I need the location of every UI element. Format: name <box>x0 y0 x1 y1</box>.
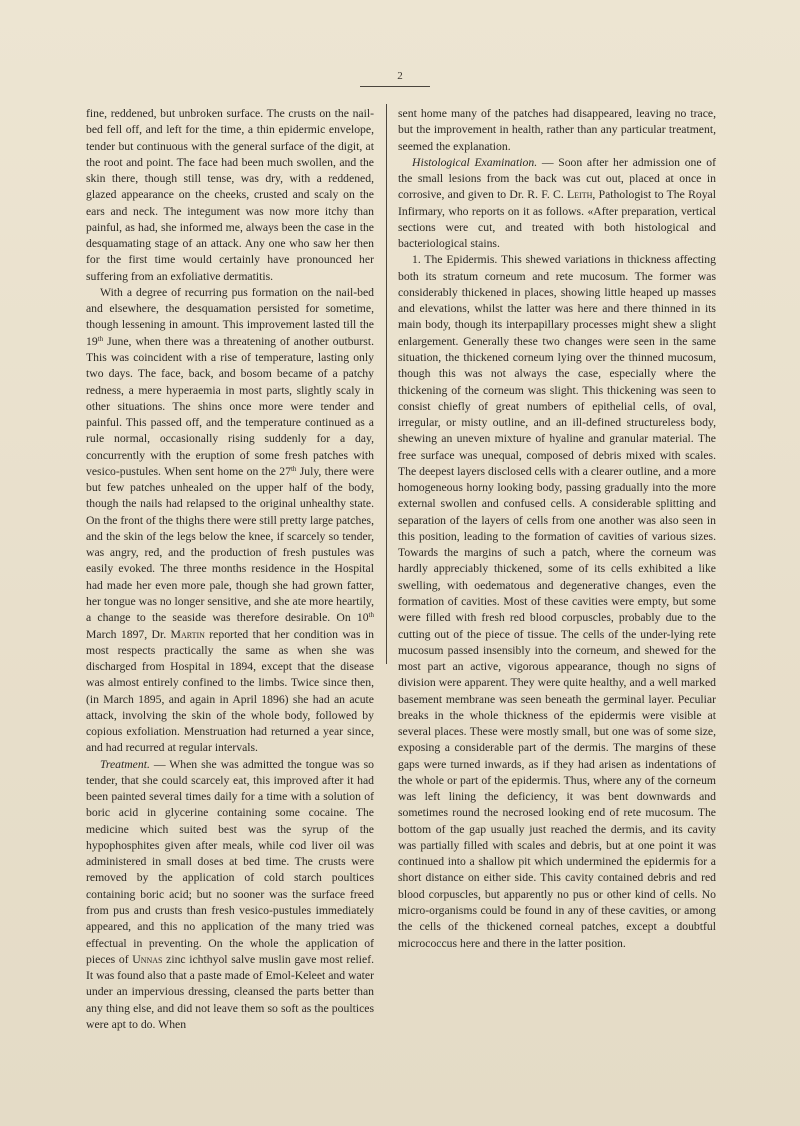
right-column <box>398 106 716 952</box>
person-name: Martin <box>170 627 205 641</box>
text-run: June, when there was a threatening of another outburst. This was coincident with a rise of temperature, lasting only two days. The face, back, and bosom became of a patchy redness, a mere hyperaemia in most parts, slightly scaly in other situations. The shins once more were tender and painful. This passed off, and the temperature continued as a rule normal, occasionally rising suddenly for a day, concurrently with the eruption of some fresh patches with vesico-pustules. When sent home on the 27 <box>86 334 374 478</box>
text-run: July, there were but few patches unhealed on the upper half of the body, though the nails had relapsed to the original unhealthy state. On the front of the thighs there were still pretty large patches, and the skin of the legs below the knee, if scarcely so tender, was angry, red, and the production of fresh pustules was easily evoked. The three months residence in the Hospital had made her even more pale, though she had grown fatter, her tongue was no longer sensitive, and she ate more heartily, a change to the seaside was therefore desirable. On 10 <box>86 464 375 625</box>
column-divider <box>386 104 387 664</box>
text-run: , Pathologist to The Royal Infirmary, who reports on it as follows. «After preparation, vertical sections were cut, and treated with both histological and bacteriological stains. <box>398 188 716 251</box>
page-number: 2 <box>397 70 403 82</box>
paragraph: fine, reddened, but unbroken surface. The crusts on the nail-bed fell off, and left for the time, a thin epidermic envelope, tender but continuous with the general surface of the digit, at the root and point. The face had been much swollen, and the skin there, though still tense, was dry, with a reddened, glazed appearance on the cheeks, crusted and scaly on the ears and neck. The integument was now more itchy than painful, as had, she informed me, always been the case in the desquamating stage of an attack. Any one who saw her then for the first time would certainly have pronounced her suffering from an exfoliative dermatitis. <box>86 107 374 283</box>
text-run: reported that her condition was in most respects practically the same as when she was discharged from Hospital in 1894, except that the disease was almost entirely confined to the limbs. Twice since then, (in March 1895, and again in April 1896) she had an acute attack, involving the skin of the whole body, followed by copious exfoliation. Menstruation had returned a year since, and had recurred at regular intervals. <box>86 627 374 755</box>
person-name: Leith <box>567 188 593 202</box>
paragraph: sent home many of the patches had disappeared, leaving no trace, but the improvement in health, rather than any particular treatment, seemed the explanation. <box>398 107 716 153</box>
paragraph <box>398 155 716 253</box>
paragraph: 1. The Epidermis. This shewed variations in thickness affecting both its stratum corneum and rete mucosum. The former was considerably thickened in places, showing little heaped up masses and elevations, whilst the latter was here and there thinned in its main body, though its interpapillary processes might shew a slight enlargement. Generally these two changes were seen in the same situation, the thickened corneum lying over the thinned mucosum, though this was not always the case, especially where the thickening of the corneum was slight. This thickening was seen to consist chiefly of great numbers of epithelial cells, of oval, irregular, or misty outline, and an ill-defined structureless body, shewing an uneven mixture of hyaline and granular material. The free surface was unequal, composed of debris mixed with scales. The deepest layers disclosed cells with a clearer outline, and a more homogeneous horny looking body, passing gradually into the more external swollen and confused cells. A considerable splitting and separation of the layers of cells from one another was also seen in this position, leading to the formation of cavities of various sizes. Towards the margins of such a patch, where the corneum was hardly appreciably thickened, some of its cells exhibited a like swelling, with oedematous and degenerative changes, even the formation of cavities. Most of these cavities were empty, but some were filled with fresh red blood corpuscles, probably due to the cutting out of the piece of tissue. The cells of the under-lying rete mucosum passed insensibly into the corneum, and shewed for the most part an active, vigorous appearance, though no signs of division were apparent. They were quite healthy, and a well marked basement membrane was seen beneath the germinal layer. Peculiar breaks in the whole thickness of the epidermis were visible at several places. These were mostly small, but one was of some size, exposing a considerable part of the dermis. The margins of these gaps were turned inwards, as if they had arisen as indentations of the whole or part of the epidermis. Thus, where any of the corneum was left lining the deficiency, it was bent downwards and sometimes round the necrosed looking end of rete mucosum. The bottom of the gap usually just reached the dermis, and its cavity was partially filled with scales and debris, but at one point it was continued into a shallow pit which undermined the epidermis for a short distance on either side. This cavity contained debris and red blood corpuscles, but apparently no pus or other kind of cells. No micro-organisms could be found in any of these cavities, or among the cells of the thickened corneal patches, except a doubtful micrococcus here and there in the latter position. <box>398 253 716 950</box>
superscript: th <box>290 464 297 473</box>
superscript: th <box>368 611 374 620</box>
section-heading: Histological Examination. <box>412 155 538 169</box>
text-run: March 1897, Dr. <box>86 627 171 641</box>
section-heading: Treatment. <box>100 757 150 771</box>
text-run: zinc ichthyol salve muslin gave most relief. It was found also that a paste made of Emol-Keleet and water under an impervious dressing, cleansed the parts better than any thing else, and did not leave them so soft as the poultices were apt to do. When <box>86 952 375 1031</box>
text-run: With a degree of recurring pus formation on the nail-bed and elsewhere, the desquamation persisted for sometime, though lessening in amount. This improvement lasted till the 19 <box>86 285 374 348</box>
header-rule <box>360 86 430 87</box>
left-column <box>86 106 374 1033</box>
text-run: — When she was admitted the tongue was so tender, that she could scarcely eat, this improved after it had been painted several times daily for a time with a solution of boric acid in glycerine containing some cocaine. The medicine which suited best was the syrup of the hypophosphites given after meals, while cod liver oil was administered in small doses at bed time. The crusts were removed by the application of cold starch poultices containing boric acid; but no sooner was the surface freed from pus and crusts than fresh vesico-pustules immediately appeared, and this no application of the many tried was effectual in preventing. On the whole the application of pieces of <box>86 757 374 966</box>
paragraph <box>86 757 374 1034</box>
person-name: Unnas <box>132 952 163 966</box>
text-run: — Soon after her admission one of the small lesions from the back was cut out, placed at once in corrosive, and given to Dr. R. F. C. <box>398 155 716 202</box>
superscript: th <box>97 334 104 343</box>
paragraph <box>86 285 374 757</box>
